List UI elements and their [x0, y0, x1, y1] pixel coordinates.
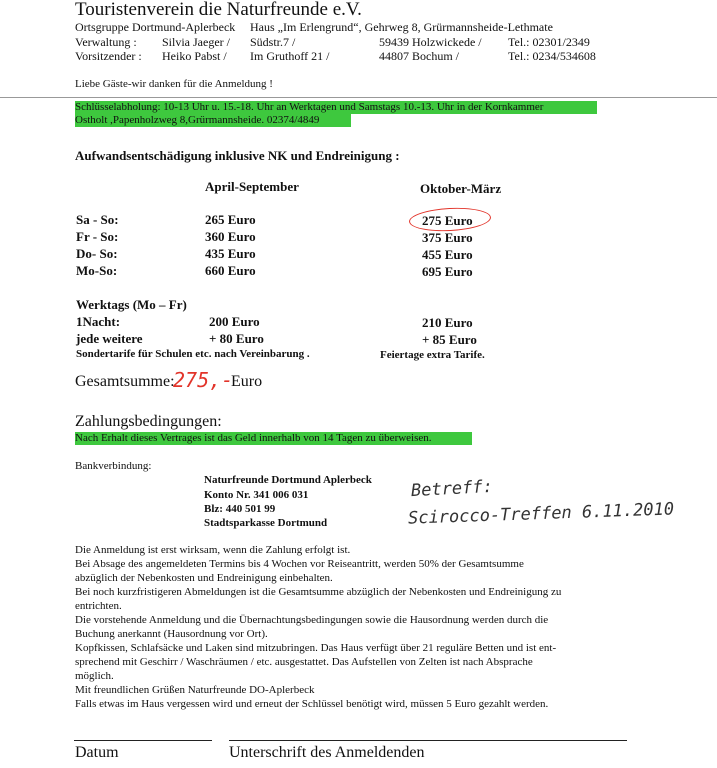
row-winter-price: 455 Euro — [422, 247, 473, 262]
holiday-note: Feiertage extra Tarife. — [380, 349, 485, 361]
terms-line: entrichten. — [75, 600, 122, 612]
extra-night-winter-price: + 85 Euro — [422, 332, 477, 347]
chair-role: Vorsitzender : — [75, 49, 142, 63]
terms-line: Kopfkissen, Schlafsäcke und Laken sind mitzubringen. Das Haus verfügt über 21 reguläre Betten und ist ent- — [75, 642, 557, 654]
greeting: Liebe Gäste-wir danken für die Anmeldung ! — [75, 78, 273, 90]
total-unit: Euro — [231, 373, 263, 390]
admin-city: 59439 Holzwickede / — [379, 35, 482, 49]
key-pickup-line2: Ostholt ,Papenholzweg 8,Grürmannsheide. 02374/4849 — [75, 114, 351, 127]
night-summer-price: 200 Euro — [209, 314, 260, 329]
total-handwritten-value: 275,- — [173, 368, 234, 392]
admin-phone: Tel.: 02301/2349 — [508, 35, 590, 49]
admin-name: Silvia Jaeger / — [162, 35, 230, 49]
date-label: Datum — [75, 744, 119, 761]
row-summer-price: 660 Euro — [205, 263, 256, 278]
row-label: Do- So: — [76, 246, 118, 261]
house-address: Haus „Im Erlengrund“, Gehrweg 8, Grürmannsheide-Lethmate — [250, 20, 553, 34]
admin-street: Südstr.7 / — [250, 35, 296, 49]
admin-role: Verwaltung : — [75, 35, 137, 49]
key-pickup-line1: Schlüsselabholung: 10-13 Uhr u. 15.-18. Uhr an Werktagen und Samstags 10.-13. Uhr in der Kornkammer — [75, 101, 597, 114]
header-divider — [0, 97, 717, 98]
bank-label: Bankverbindung: — [75, 460, 152, 472]
pricing-heading: Aufwandsentschädigung inklusive NK und Endreinigung : — [75, 148, 400, 163]
signature-label: Unterschrift des Anmeldenden — [229, 744, 425, 761]
night-label: 1Nacht: — [76, 314, 121, 329]
row-label: Mo-So: — [76, 263, 118, 278]
chair-city: 44807 Bochum / — [379, 49, 459, 63]
terms-line: Die vorstehende Anmeldung und die Übernachtungsbedingungen sowie die Hausordnung werden durch die — [75, 614, 549, 626]
row-winter-price: 695 Euro — [422, 264, 473, 279]
chair-street: Im Gruthoff 21 / — [250, 49, 330, 63]
row-winter-price: 375 Euro — [422, 230, 473, 245]
row-label: Sa - So: — [76, 212, 119, 227]
payment-heading: Zahlungsbedingungen: — [75, 413, 222, 430]
weekday-heading: Werktags (Mo – Fr) — [76, 297, 187, 312]
terms-line: sprechend mit Geschirr / Waschräumen / etc. ausgestattet. Das Aufstellen von Zelten ist nach Absprache — [75, 656, 533, 668]
col-april-september: April-September — [205, 179, 299, 194]
bank-line: Blz: 440 501 99 — [204, 503, 276, 515]
night-winter-price: 210 Euro — [422, 315, 473, 330]
terms-line: abzüglich der Nebenkosten und Endreinigung einbehalten. — [75, 572, 333, 584]
bank-line: Konto Nr. 341 006 031 — [204, 489, 309, 501]
terms-line: Falls etwas im Haus vergessen wird und erneut der Schlüssel benötigt wird, müssen 5 Euro gezahlt werden. — [75, 698, 549, 710]
terms-line: möglich. — [75, 670, 114, 682]
org-title: Touristenverein die Naturfreunde e.V. — [75, 0, 362, 20]
chair-phone: Tel.: 0234/534608 — [508, 49, 596, 63]
terms-line: Bei Absage des angemeldeten Termins bis 4 Wochen vor Reiseantritt, werden 50% der Gesamtsumme — [75, 558, 524, 570]
extra-night-summer-price: + 80 Euro — [209, 331, 264, 346]
signature-line — [229, 740, 627, 741]
row-summer-price: 360 Euro — [205, 229, 256, 244]
payment-note: Nach Erhalt dieses Vertrages ist das Geld innerhalb von 14 Tagen zu überweisen. — [75, 432, 472, 445]
terms-line: Mit freundlichen Grüßen Naturfreunde DO-Aplerbeck — [75, 684, 315, 696]
bank-line: Naturfreunde Dortmund Aplerbeck — [204, 474, 372, 486]
bank-line: Stadtsparkasse Dortmund — [204, 517, 328, 529]
date-line — [74, 740, 212, 741]
row-summer-price: 435 Euro — [205, 246, 256, 261]
extra-night-label: jede weitere — [76, 331, 143, 346]
row-summer-price: 265 Euro — [205, 212, 256, 227]
row-label: Fr - So: — [76, 229, 119, 244]
total-label: Gesamtsumme: — [75, 373, 175, 390]
terms-line: Die Anmeldung ist erst wirksam, wenn die Zahlung erfolgt ist. — [75, 544, 351, 556]
chair-name: Heiko Pabst / — [162, 49, 227, 63]
org-group: Ortsgruppe Dortmund-Aplerbeck — [75, 20, 236, 34]
handwritten-subject: Betreff: — [410, 476, 494, 502]
col-oktober-maerz: Oktober-März — [420, 181, 502, 196]
handwritten-event: Scirocco-Treffen 6.11.2010 — [407, 499, 675, 529]
row-winter-price: 275 Euro — [422, 213, 473, 228]
terms-line: Buchung anerkannt (Hausordnung vor Ort). — [75, 628, 268, 640]
terms-line: Bei noch kurzfristigeren Abmeldungen ist die Gesamtsumme abzüglich der Nebenkosten und Endreinigung zu — [75, 586, 562, 598]
special-rates-note: Sondertarife für Schulen etc. nach Vereinbarung . — [76, 348, 310, 360]
